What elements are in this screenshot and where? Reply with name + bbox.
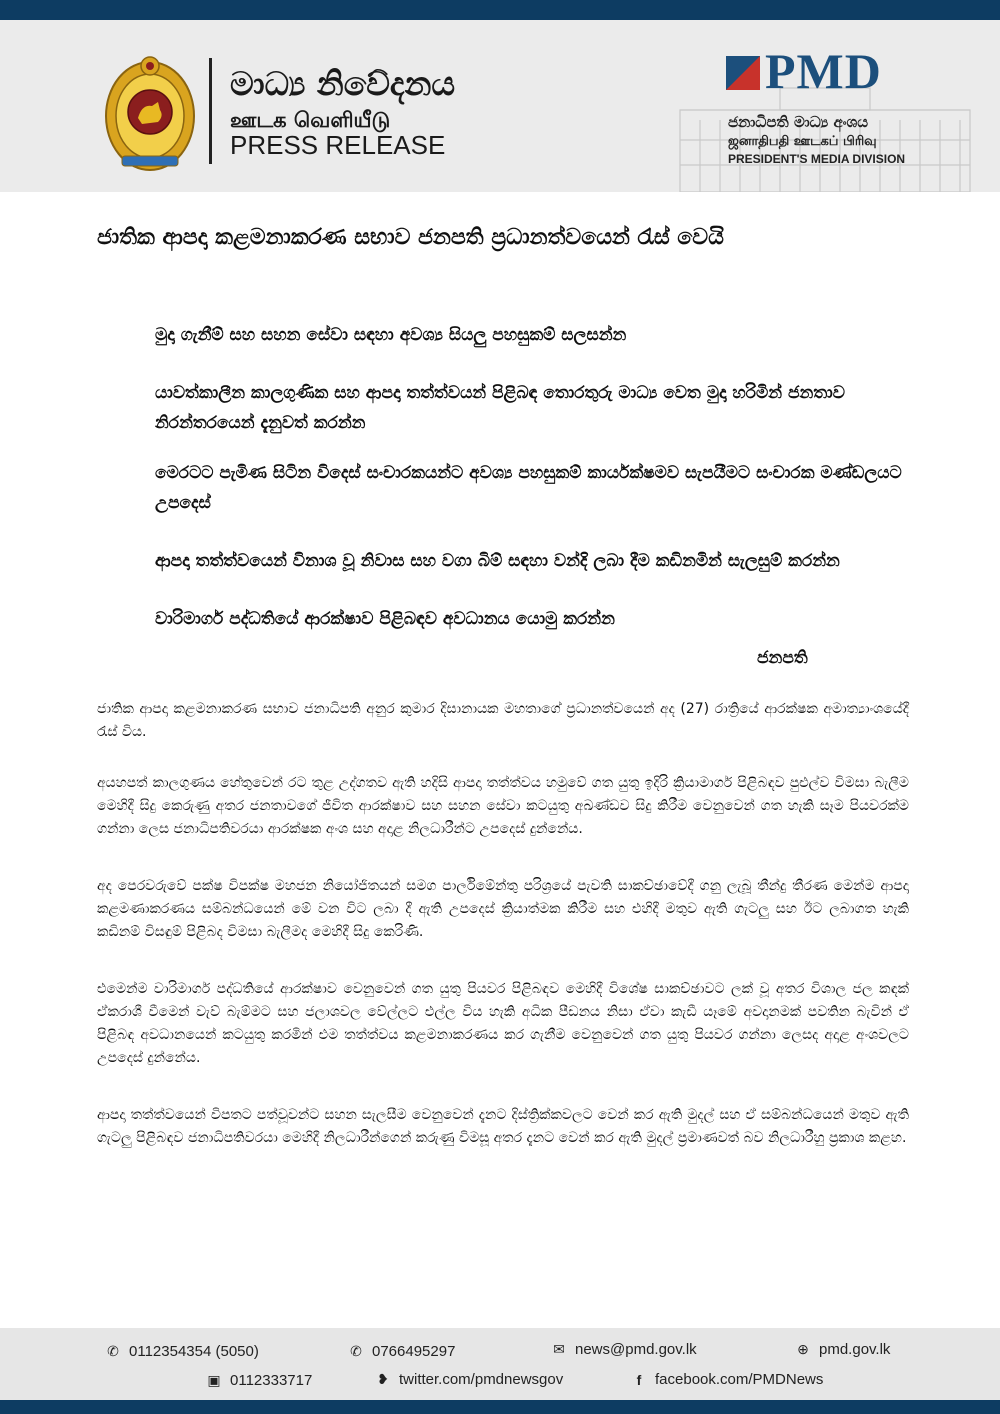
article-body [97,698,909,1184]
footer-email-link[interactable] [550,1341,697,1358]
pmd-english-name: PRESIDENT'S MEDIA DIVISION [728,152,906,166]
header-tamil-title: ஊடக வெளியீடு [230,108,391,132]
phone-icon: ✆ [350,1343,362,1359]
footer-phone-1[interactable] [104,1343,259,1360]
highlight-item: ආපදා තත්ත්වයෙන් විනාශ වූ නිවාස සහ වගා බිම් සඳහා වන්දි ලබා දීම කඩිනමින් සැලසුම් කරන්න [155,551,840,571]
header-sinhala-title: මාධ්‍ය නිවේදනය [230,64,456,103]
email-text: news@pmd.gov.lk [575,1341,697,1358]
pmd-tamil-name: ஜனாதிபதி ஊடகப் பிரிவு [728,134,877,149]
header-divider [209,58,212,164]
contact-footer [0,1328,1000,1400]
twitter-text: twitter.com/pmdnewsgov [399,1371,564,1388]
highlight-item: මුදා ගැනීම් සහ සහන සේවා සඳහා අවශ්‍ය සියලු පහසුකම් සලසන්න [155,325,627,345]
body-paragraph: අයහපත් කාලගුණය හේතුවෙන් රට තුළ උද්ගතව ඇති හදිසි ආපදා තත්ත්වය හමුවේ ගත යුතු ඉදිරි ක්‍රියාමාර්ග පිළිබඳව පුළුල්ව විමසා බැලීම මෙහිදී සිදු කෙරුණු අතර ජනතාවගේ ජීවිත ආරක්ෂාව සහ සහන සේවා කටයුතු අඛණ්ඩව සිදු කිරීම වෙනුවෙන් ගත හැකි සෑම පියවරක්ම ගන්නා ලෙස ජනාධිපතිවරයා ආරක්ෂක අංශ සහ අදාළ නිලධාරීන්ට උපදෙස් දුන්නේය. [97,775,909,837]
highlight-item: යාවත්කාලීන කාලගුණික සහ ආපදා තත්ත්වයන් පිළිබඳ තොරතුරු මාධ්‍ය වෙත මුදා හරිමින් ජනතාව නිරන්තරයෙන් දැනුවත් කරන්න [155,383,845,433]
facebook-f-icon: f [636,1371,642,1388]
highlight-item: මෙරටට පැමිණ සිටින විදෙස් සංචාරකයන්ට අවශ්‍ය පහසුකම් කාර්යක්ෂමව සැපයීමට සංචාරක මණ්ඩලයට උපදෙස් [155,463,902,513]
body-paragraph: ජාතික ආපදා කළමනාකරණ සභාව ජනාධිපති අනුර කුමාර දිසානායක මහතාගේ ප්‍රධානත්වයෙන් අද (27) රාත්‍රියේ ආරක්ෂක අමාත්‍යාංශයේදී රැස් විය. [97,701,909,740]
fax-text: 0112333717 [230,1372,313,1389]
phone-2-text: 0766495297 [372,1343,456,1360]
body-paragraph: අද පෙරවරුවේ පක්ෂ විපක්ෂ මහජන නියෝජිතයන් සමග පාර්ලිමේන්තු පරිශ්‍රයේ පැවති සාකච්ඡාවේදී ගනු ලැබූ තීන්දු තීරණ මෙන්ම ආපදා කළමණාකරණය සම්බන්ධයෙන් මේ වන විට ලබා දී ඇති උපදෙස් ක්‍රියාත්මක කිරීම සහ එහිදී මතුව ඇති ගැටලු සහ ඊට ලබාගත හැකි කඩිනම් විසඳුම් පිළිබද විමසා බැලීමද මෙහිදී සිදු කෙරිණි. [97,878,909,940]
website-text: pmd.gov.lk [819,1341,891,1358]
body-paragraph: ආපදා තත්ත්වයෙන් විපතට පත්වූවන්ට සහන සැලසීම වෙනුවෙන් දැනට දිස්ත්‍රික්කවලට වෙන් කර ඇති මුදල් සහ ඒ සම්බන්ධයෙන් මතුව ඇති ගැටලු පිළිබඳව ජනාධිපතිවරයා මෙහිදී නිලධාරීන්ගෙන් කරුණු විමසූ අතර දැනට වෙන් කර ඇති මුදල් ප්‍රමාණවත් බව නිලධාරීහු ප්‍රකාශ කළහ. [97,1107,909,1146]
letterhead [0,20,1000,192]
footer-twitter-link[interactable] [374,1371,563,1388]
pmd-logo-text: PMD [765,43,882,99]
twitter-bird-icon: ❥ [377,1371,389,1387]
headline: ජාතික ආපදා කළමනාකරණ සභාව ජනපති ප්‍රධානත්වයෙන් රැස් වෙයි [97,225,724,250]
national-emblem-icon [102,52,198,176]
envelope-icon: ✉ [553,1341,565,1357]
phone-1-text: 0112354354 (5050) [129,1343,259,1360]
body-paragraph: එමෙන්ම වාරිමාර්ග පද්ධතියේ ආරක්ෂාව වෙනුවෙන් ගත යුතු පියවර පිළිබඳව මෙහිදී විශේෂ සාකච්ඡාවට ලක් වූ අතර විශාල ජල කඳක් ඒකරාශී වීමෙන් වැව් බැම්මට සහ ජලාශවල වේල්ලට එල්ල විය හැකි අධික පීඩනය නිසා ඒවා කැඩී යෑමේ අවදානමක් පවතින බැවින් ඒ පිළිබඳ අවධානයෙන් කටයුතු කරමින් එම තත්ත්වය කළමනාකරණය කර ගැනීම වෙනුවෙන් ගත යුතු පියවර ගන්නා ලෙසද අදාළ අංශවලට උපදෙස් දුන්නේය. [97,981,909,1066]
footer-phone-2[interactable] [347,1343,455,1360]
highlight-item: වාරිමාර්ග පද්ධතියේ ආරක්ෂාව පිළිබඳව අවධානය යොමු කරන්න [155,609,615,629]
pmd-sinhala-name: ජනාධිපති මාධ්‍ය අංශය [728,113,869,131]
facebook-text: facebook.com/PMDNews [655,1371,824,1388]
pmd-logo-mark-icon [726,56,760,90]
signoff: ජනපති [757,648,808,668]
fax-icon: ▣ [207,1372,221,1388]
phone-icon: ✆ [107,1343,119,1359]
highlight-list [155,320,915,662]
footer-website-link[interactable] [794,1341,890,1358]
globe-icon: ⊕ [797,1341,809,1357]
footer-facebook-link[interactable] [630,1371,823,1388]
bottom-navy-bar [0,1400,1000,1414]
footer-fax[interactable] [205,1372,312,1389]
header-english-title: PRESS RELEASE [230,130,446,160]
top-navy-bar [0,0,1000,20]
